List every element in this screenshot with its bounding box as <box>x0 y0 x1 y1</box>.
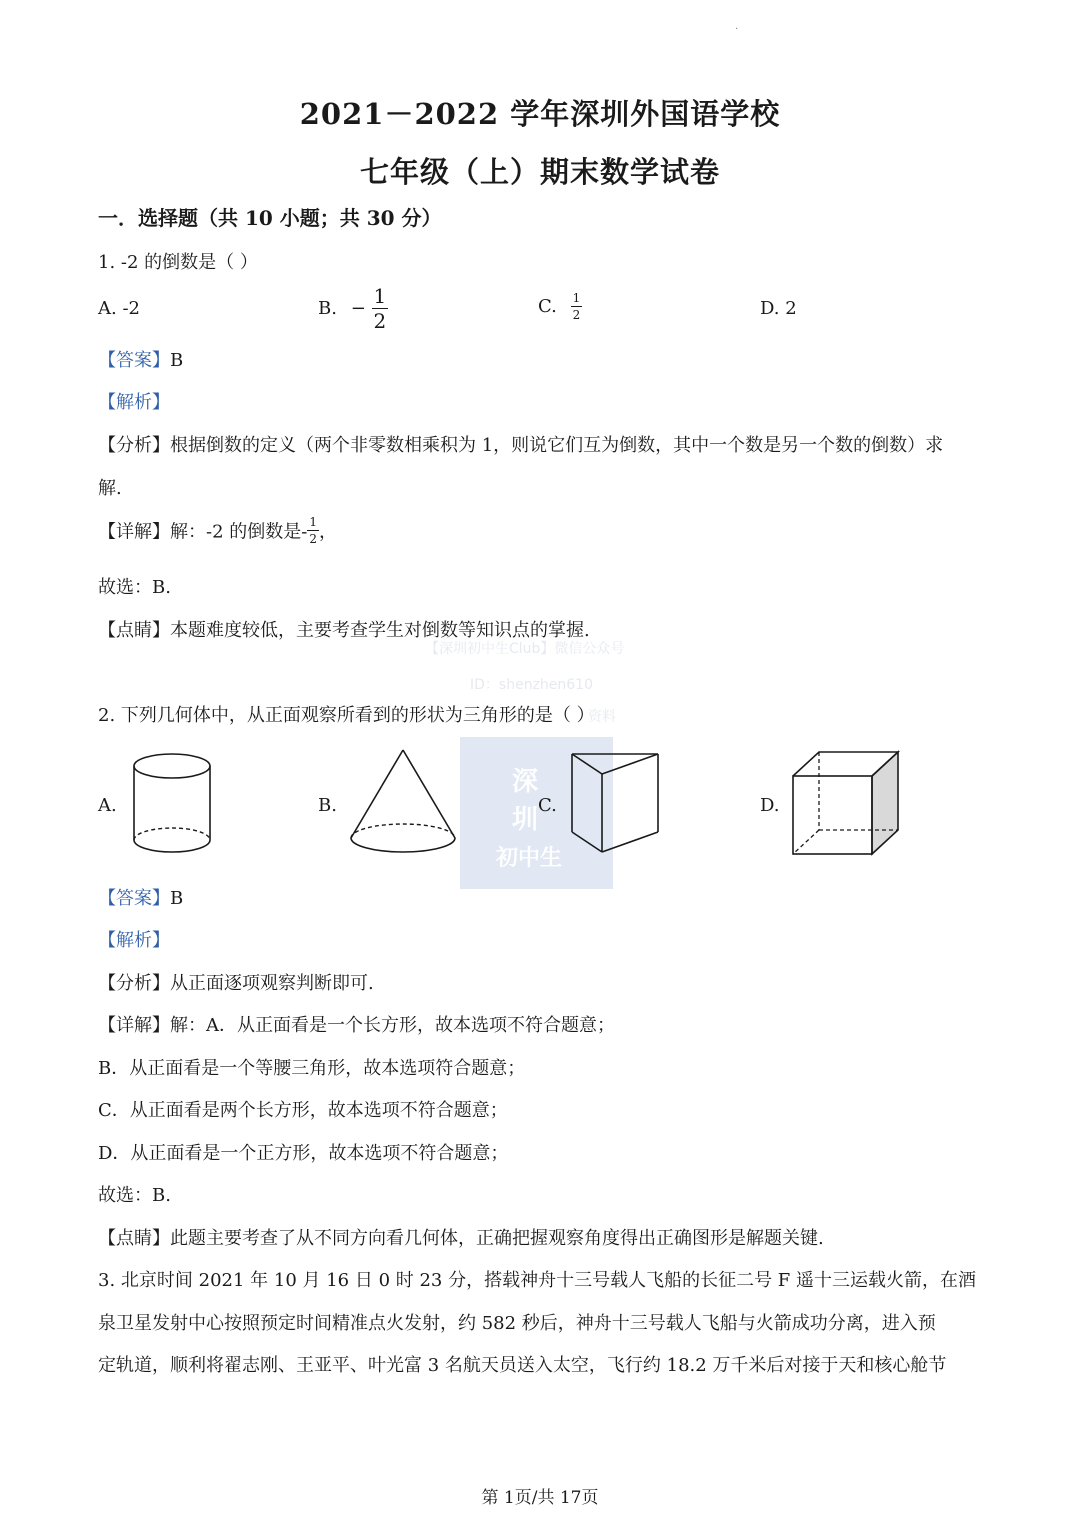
q1-detail-denominator: 2 <box>309 532 317 546</box>
cone-left-edge <box>351 750 403 838</box>
q3-line-1: 3. 北京时间 2021 年 10 月 16 日 0 时 23 分，搭载神舟十三号载人飞船的长征二号 F 遥十三运载火箭，在酒 <box>98 1270 977 1291</box>
q1-option-b-sign: − <box>350 298 366 319</box>
q1-option-c-fraction <box>571 292 583 321</box>
q1-option-b-label: B. <box>318 298 337 319</box>
prism-top-right <box>602 754 658 774</box>
q1-option-c-denominator: 2 <box>572 308 581 322</box>
cylinder-bottom-back <box>134 828 210 840</box>
watermark-char-2: 圳 <box>512 805 539 835</box>
q1-option-b-numerator: 1 <box>373 284 387 308</box>
q1-detail-numerator: 1 <box>309 515 317 529</box>
q1-option-b <box>318 286 388 331</box>
q1-detail-prefix: 【详解】解：-2 的倒数是- <box>98 521 308 543</box>
q2-choose: 故选：B. <box>98 1185 171 1206</box>
q2-option-b-label: B. <box>318 795 337 816</box>
q2-stem: 2. 下列几何体中，从正面观察所看到的形状为三角形的是（ ） <box>98 705 595 726</box>
q1-option-b-denominator: 2 <box>373 309 387 333</box>
watermark-char-1: 深 <box>512 767 539 797</box>
q2-detail-4: D．从正面看是一个正方形，故本选项不符合题意； <box>98 1143 509 1164</box>
q2-answer-tag: 【答案】 <box>98 888 170 909</box>
cube-front-face <box>793 776 872 854</box>
q1-option-c-label: C. <box>538 296 557 317</box>
watermark-text-3: 资料 <box>588 709 616 725</box>
prism-bottom-right <box>602 832 658 852</box>
q2-detail-2: B．从正面看是一个等腰三角形，故本选项符合题意； <box>98 1058 526 1079</box>
section-heading: 一．选择题（共 10 小题；共 30 分） <box>98 206 442 230</box>
q1-option-a: A. -2 <box>98 298 140 319</box>
q1-option-c <box>538 292 582 321</box>
prism-figure <box>570 750 662 856</box>
q2-option-d-label: D. <box>760 795 780 816</box>
q1-detail <box>98 516 337 545</box>
q1-stem: 1. -2 的倒数是（ ） <box>98 252 258 273</box>
prism-bottom-left <box>572 832 602 852</box>
q3-line-3: 定轨道，顺利将翟志刚、王亚平、叶光富 3 名航天员送入太空，飞行约 18.2 万千米后对接于天和核心舱节 <box>98 1355 947 1376</box>
exam-title-line2: 七年级（上）期末数学试卷 <box>359 155 720 189</box>
q1-analysis-line1: 【分析】根据倒数的定义（两个非零数相乘积为 1，则说它们互为倒数，其中一个数是另一个数的倒数）求 <box>98 435 944 456</box>
cone-figure <box>348 748 458 860</box>
q1-option-b-fraction <box>372 286 389 331</box>
q3-line-2: 泉卫星发射中心按照预定时间精准点火发射，约 582 秒后，神舟十三号载人飞船与火箭成功分离，进入预 <box>98 1313 936 1334</box>
q2-detail-3: C．从正面看是两个长方形，故本选项不符合题意； <box>98 1100 508 1121</box>
q1-analysis-tag: 【解析】 <box>98 392 170 413</box>
cube-figure <box>790 748 902 860</box>
q2-option-c-label: C. <box>538 795 557 816</box>
q2-analysis-tag: 【解析】 <box>98 930 170 951</box>
cube-right-face <box>872 752 898 854</box>
cone-base-front <box>351 838 455 852</box>
cylinder-top <box>134 754 210 778</box>
q1-option-c-numerator: 1 <box>572 291 581 305</box>
q2-answer-value: B <box>170 888 184 909</box>
page-number: 第 1页/共 17页 <box>481 1488 599 1508</box>
q2-comment: 【点睛】此题主要考查了从不同方向看几何体，正确把握观察角度得出正确图形是解题关键. <box>98 1228 824 1249</box>
q1-answer-tag: 【答案】 <box>98 350 170 371</box>
q1-comment: 【点睛】本题难度较低，主要考查学生对倒数等知识点的掌握. <box>98 620 590 641</box>
exam-title-line1: 2021－2022 学年深圳外国语学校 <box>299 97 781 131</box>
cylinder-figure <box>130 752 214 858</box>
watermark-char-3: 初中生 <box>496 845 563 871</box>
prism-left-top <box>572 754 602 774</box>
cube-hidden-diagonal <box>793 830 819 854</box>
q1-option-d: D. 2 <box>760 298 797 319</box>
cone-base-back <box>351 824 455 838</box>
q1-choose: 故选：B. <box>98 577 171 598</box>
q1-answer <box>98 346 183 372</box>
q1-analysis-line2: 解. <box>98 478 122 499</box>
q1-detail-fraction <box>307 516 319 545</box>
q2-option-a-label: A. <box>98 795 117 816</box>
q2-answer <box>98 884 183 910</box>
watermark-text-1: 【深圳初中生Club】微信公众号 <box>425 641 625 657</box>
q2-detail-1: 【详解】解：A．从正面看是一个长方形，故本选项不符合题意； <box>98 1015 615 1036</box>
q1-detail-suffix: ， <box>318 521 337 543</box>
watermark-text-2: ID：shenzhen610 <box>470 677 593 693</box>
cylinder-bottom-front <box>134 840 210 852</box>
q2-analysis: 【分析】从正面逐项观察判断即可. <box>98 973 374 994</box>
stray-dot: · <box>735 24 739 35</box>
q1-answer-value: B <box>170 350 184 371</box>
